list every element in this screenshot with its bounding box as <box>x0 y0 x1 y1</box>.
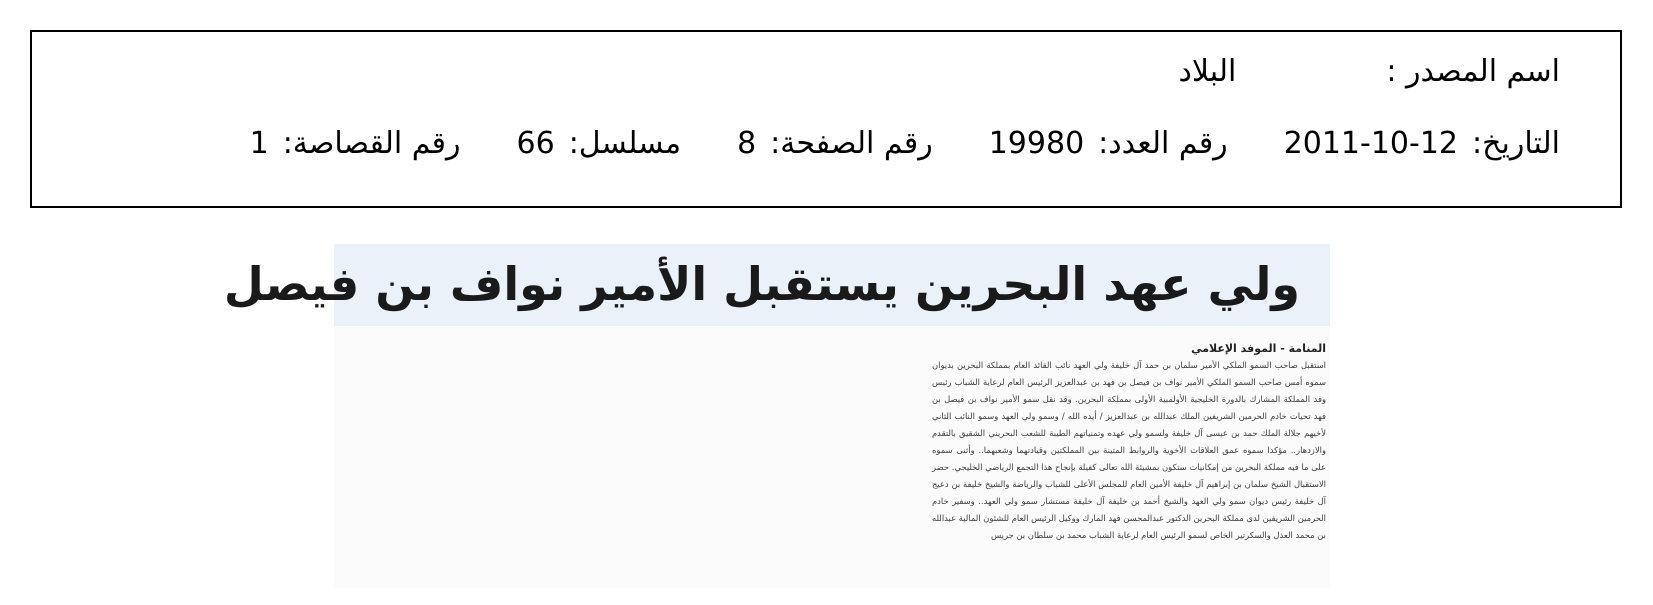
clip-number-label: رقم القصاصة: <box>282 126 461 161</box>
source-label: اسم المصدر : <box>1386 54 1560 89</box>
date-label: التاريخ: <box>1472 126 1560 161</box>
date-field <box>1284 126 1560 162</box>
clip-number-field <box>250 126 461 162</box>
source-row <box>1179 54 1560 90</box>
headline-band <box>223 244 1330 326</box>
article-headline: ولي عهد البحرين يستقبل الأمير نواف بن فيصل <box>223 257 1300 311</box>
page-label: رقم الصفحة: <box>770 126 933 161</box>
clipping-metadata-box <box>30 30 1622 208</box>
issue-value: 19980 <box>988 126 1085 161</box>
date-value: 2011-10-12 <box>1283 126 1459 161</box>
clip-number-value: 1 <box>249 126 269 161</box>
serial-label: مسلسل: <box>568 126 682 161</box>
article-body: استقبل صاحب السمو الملكي الأمير سلمان بن حمد آل خليفة ولي العهد نائب القائد العام بمملكة البحرين بديوان سموه أمس صاحب السمو الملكي الأمير نواف بن فيصل بن فهد بن عبدالعزيز الرئيس العام لرعاية الشباب رئيس وفد المملكة المشارك بالدورة الخليجية الأولمبية الأولى بمملكة البحرين. وقد نقل سمو الأمير نواف بن فيصل بن فهد تحيات خادم الحرمين الشريفين الملك عبدالله بن عبدالعزيز / أيده الله / وسمو ولي العهد وسمو النائب الثاني لأخيهم جلالة الملك حمد بن عيسى آل خليفة ولسمو ولي عهده وتمنياتهم الطيبة للشعب البحريني الشقيق بالتقدم والازدهار.. مؤكدا سموه عمق العلاقات الأخوية والروابط المتينة بين المملكتين وقيادتهما وشعبهما.. وأثنى سموه على ما فيه مملكة البحرين من إمكانيات ستكون بمشيئة الله تعالى كفيلة بإنجاح هذا التجمع الرياضي الخليجي. حضر الاستقبال الشيخ سلمان بن إبراهيم آل خليفة الأمين العام للمجلس الأعلى للشباب والرياضة والشيخ خليفة بن دعيج آل خليفة رئيس ديوان سمو ولي العهد والشيخ أحمد بن خليفة آل خليفة مستشار سمو ولي العهد.. وسفير خادم الحرمين الشريفين لدى مملكة البحرين الدكتور عبدالمحسن فهد المارك ووكيل الرئيس العام للشئون المالية عبدالله بن محمد العذل والسكرتير الخاص لسمو الرئيس العام لرعاية الشباب محمد بن سلطان بن جريس <box>932 360 1326 540</box>
issue-label: رقم العدد: <box>1098 126 1228 161</box>
issue-field <box>989 126 1228 162</box>
page-field <box>737 126 933 162</box>
article-dateline: المنامة - الموفد الإعلامي <box>1191 342 1326 355</box>
details-row <box>250 126 1560 162</box>
serial-value: 66 <box>516 126 555 161</box>
newspaper-clipping <box>223 244 1330 588</box>
source-value: البلاد <box>1178 54 1237 89</box>
serial-field <box>517 126 682 162</box>
page-value: 8 <box>737 126 757 161</box>
article-column <box>932 340 1326 544</box>
